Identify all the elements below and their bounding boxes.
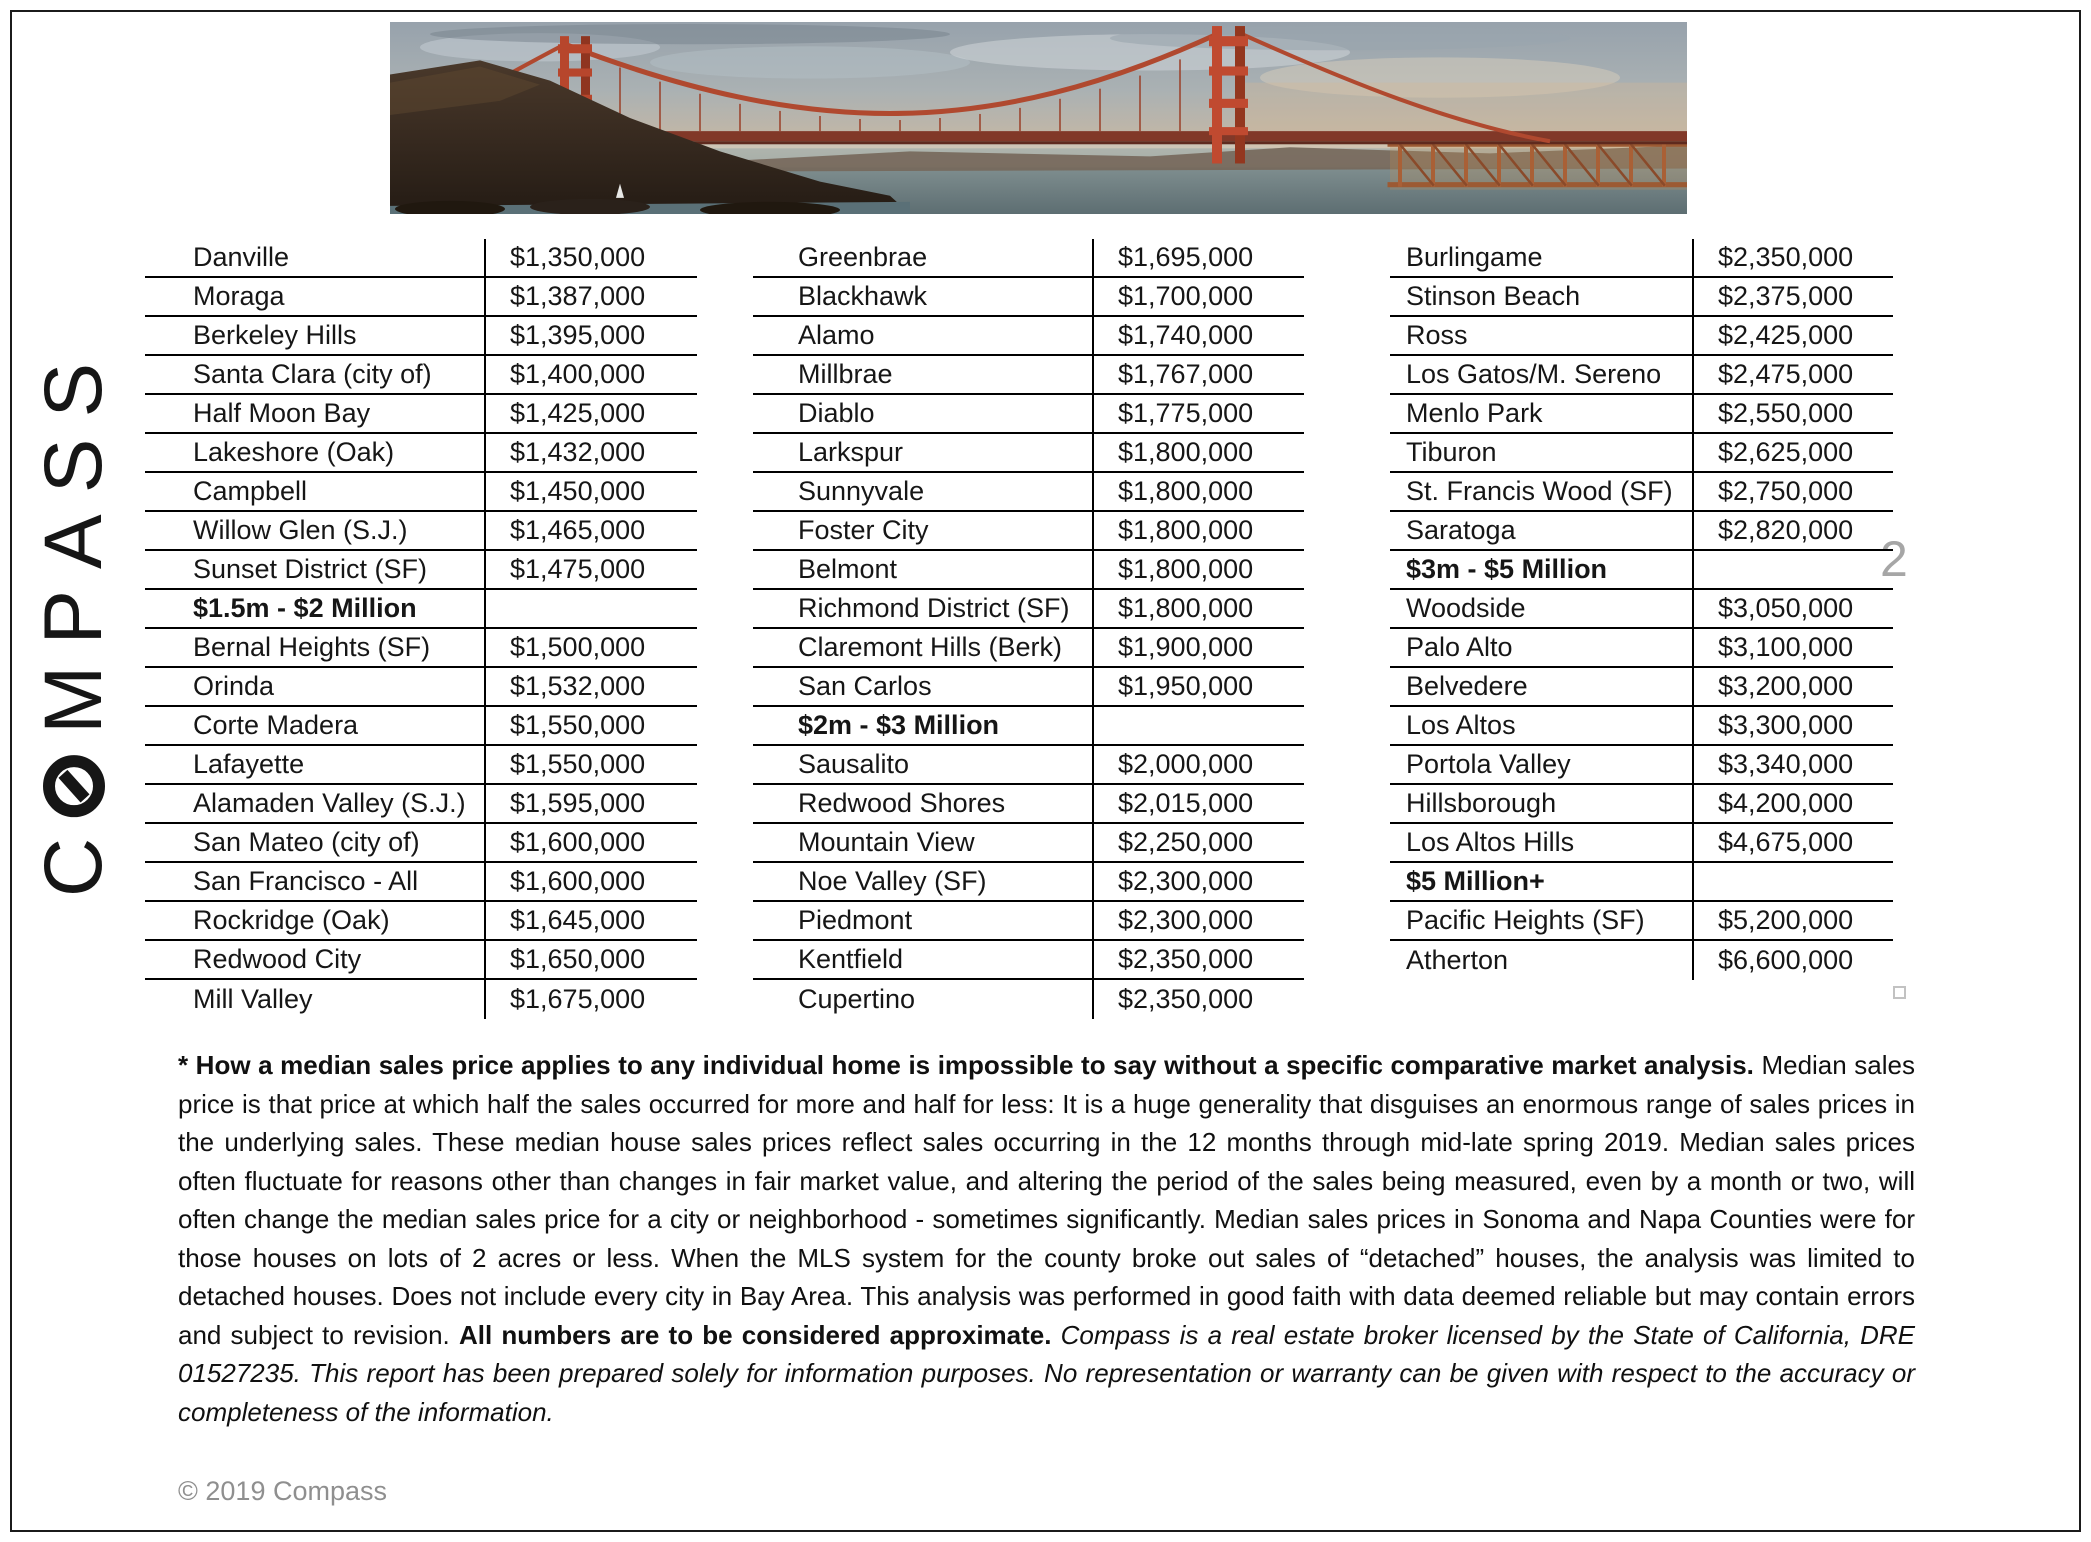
city-name: Diablo xyxy=(798,398,875,428)
table-row xyxy=(753,941,1304,980)
median-price: $1,800,000 xyxy=(1092,590,1304,627)
city-name: Mountain View xyxy=(798,827,975,857)
city-name: Greenbrae xyxy=(798,242,928,272)
logo-letter: M xyxy=(28,665,119,734)
median-price: $1,650,000 xyxy=(484,941,697,978)
table-row xyxy=(145,902,697,941)
city-name: Millbrae xyxy=(798,359,893,389)
city-name: Foster City xyxy=(798,515,929,545)
median-price: $3,340,000 xyxy=(1692,746,1893,783)
city-name: Ross xyxy=(1406,320,1468,350)
city-name: San Carlos xyxy=(798,671,932,701)
table-row xyxy=(145,941,697,980)
city-name: San Mateo (city of) xyxy=(193,827,420,857)
approach-truss xyxy=(1390,143,1687,189)
median-price: $1,425,000 xyxy=(484,395,697,432)
table-row xyxy=(145,863,697,902)
table-row xyxy=(753,434,1304,473)
compass-needle-o-icon xyxy=(43,755,105,817)
table-row xyxy=(145,824,697,863)
hero-bridge-photo xyxy=(390,22,1687,214)
median-price: $1,550,000 xyxy=(484,746,697,783)
city-name: Berkeley Hills xyxy=(193,320,357,350)
tier-header-label: $3m - $5 Million xyxy=(1406,554,1608,584)
median-price: $1,800,000 xyxy=(1092,473,1304,510)
disclaimer-segment-bold: All numbers are to be considered approximate. xyxy=(458,1319,1061,1350)
city-name: Belvedere xyxy=(1406,671,1528,701)
tier-header-row xyxy=(145,590,697,629)
median-price: $1,695,000 xyxy=(1092,239,1304,276)
table-row xyxy=(1390,902,1893,941)
city-name: Los Altos xyxy=(1406,710,1516,740)
median-price: $1,600,000 xyxy=(484,863,697,900)
city-name: Piedmont xyxy=(798,905,913,935)
table-row xyxy=(753,824,1304,863)
table-row xyxy=(1390,668,1893,707)
city-name: Willow Glen (S.J.) xyxy=(193,515,408,545)
table-row xyxy=(1390,629,1893,668)
table-row xyxy=(1390,278,1893,317)
city-name: Stinson Beach xyxy=(1406,281,1581,311)
table-row xyxy=(145,629,697,668)
city-name: Half Moon Bay xyxy=(193,398,371,428)
median-price: $1,532,000 xyxy=(484,668,697,705)
city-name: Burlingame xyxy=(1406,242,1543,272)
median-price: $2,300,000 xyxy=(1092,902,1304,939)
city-name: Corte Madera xyxy=(193,710,359,740)
copyright-footer: © 2019 Compass xyxy=(178,1476,387,1506)
median-price: $2,820,000 xyxy=(1692,512,1893,549)
table-row xyxy=(145,980,697,1019)
median-price: $1,595,000 xyxy=(484,785,697,822)
city-name: Kentfield xyxy=(798,944,904,974)
median-price: $1,600,000 xyxy=(484,824,697,861)
table-row xyxy=(753,473,1304,512)
table-row xyxy=(1390,824,1893,863)
table-row xyxy=(145,668,697,707)
median-price: $1,740,000 xyxy=(1092,317,1304,354)
city-name: Redwood City xyxy=(193,944,362,974)
table-row xyxy=(1390,785,1893,824)
city-name: St. Francis Wood (SF) xyxy=(1406,476,1673,506)
median-price: $2,425,000 xyxy=(1692,317,1893,354)
table-row xyxy=(145,551,697,590)
city-name: Palo Alto xyxy=(1406,632,1513,662)
disclaimer-paragraph xyxy=(178,1046,1915,1431)
table-row xyxy=(753,512,1304,551)
table-row xyxy=(753,551,1304,590)
disclaimer-segment-regular: Median sales price is that price at which half the sales occurred for more and half for less: It is a huge generality that disguises an enormous range of sales prices in the underlying sales. These median house sales prices reflect sales occurring in the 12 months through mid-late spring 2019. Median sales prices often fluctuate for reasons other than changes in fair market value, and altering the period of the sales being measured, even by a month or two, will often change the median sales price for a city or neighborhood - sometimes significantly. Median sales prices in Sonoma and Napa Counties were for those houses on lots of 2 acres or less. When the MLS system for the county broke out sales of “detached” houses, the analysis was limited to detached houses. Does not include every city in Bay Area. This analysis was performed in good faith with data deemed reliable but may contain errors and subject to revision. xyxy=(178,1050,1915,1350)
city-name: Cupertino xyxy=(798,984,916,1014)
city-name: Campbell xyxy=(193,476,308,506)
city-name: Menlo Park xyxy=(1406,398,1543,428)
logo-letter: S xyxy=(28,362,119,418)
median-price: $1,350,000 xyxy=(484,239,697,276)
median-price: $1,800,000 xyxy=(1092,434,1304,471)
logo-letter: S xyxy=(28,438,119,494)
price-column-3 xyxy=(1390,239,1893,980)
median-price: $3,300,000 xyxy=(1692,707,1893,744)
median-price: $2,300,000 xyxy=(1092,863,1304,900)
median-price: $2,475,000 xyxy=(1692,356,1893,393)
table-row xyxy=(753,239,1304,278)
table-row xyxy=(145,707,697,746)
disclaimer-segment-bold: * How a median sales price applies to any individual home is impossible to say without a specific comparative market analysis. xyxy=(178,1050,1762,1080)
median-price: $1,465,000 xyxy=(484,512,697,549)
table-row xyxy=(1390,317,1893,356)
compass-logo xyxy=(14,318,134,942)
table-row xyxy=(145,239,697,278)
table-row xyxy=(753,590,1304,629)
median-price: $2,350,000 xyxy=(1692,239,1893,276)
median-price: $1,387,000 xyxy=(484,278,697,315)
median-price: $1,645,000 xyxy=(484,902,697,939)
small-square-marker xyxy=(1893,986,1906,999)
city-name: Pacific Heights (SF) xyxy=(1406,905,1645,935)
city-name: Danville xyxy=(193,242,290,272)
median-price: $1,800,000 xyxy=(1092,551,1304,588)
table-row xyxy=(753,980,1304,1019)
table-row xyxy=(1390,473,1893,512)
city-name: Redwood Shores xyxy=(798,788,1006,818)
median-price: $1,500,000 xyxy=(484,629,697,666)
city-name: Richmond District (SF) xyxy=(798,593,1070,623)
logo-letter: C xyxy=(28,837,119,898)
city-name: Lakeshore (Oak) xyxy=(193,437,395,467)
median-price xyxy=(1092,707,1304,744)
city-name: Larkspur xyxy=(798,437,904,467)
median-price xyxy=(1692,551,1893,588)
median-price: $2,015,000 xyxy=(1092,785,1304,822)
city-name: Alamo xyxy=(798,320,875,350)
median-price: $4,200,000 xyxy=(1692,785,1893,822)
city-name: Blackhawk xyxy=(798,281,928,311)
table-row xyxy=(753,863,1304,902)
page-number: 2 xyxy=(1880,531,1908,587)
table-row xyxy=(145,473,697,512)
median-price: $2,000,000 xyxy=(1092,746,1304,783)
tier-header-row xyxy=(1390,551,1893,590)
table-row xyxy=(1390,356,1893,395)
city-name: Atherton xyxy=(1406,945,1509,975)
median-price: $1,400,000 xyxy=(484,356,697,393)
table-row xyxy=(145,512,697,551)
city-name: Tiburon xyxy=(1406,437,1497,467)
median-price: $2,350,000 xyxy=(1092,941,1304,978)
median-price: $6,600,000 xyxy=(1692,941,1893,980)
median-price: $1,395,000 xyxy=(484,317,697,354)
median-price: $4,675,000 xyxy=(1692,824,1893,861)
city-name: Alamaden Valley (S.J.) xyxy=(193,788,466,818)
city-name: Sausalito xyxy=(798,749,910,779)
table-row xyxy=(753,902,1304,941)
table-row xyxy=(753,629,1304,668)
city-name: Santa Clara (city of) xyxy=(193,359,432,389)
median-price: $3,200,000 xyxy=(1692,668,1893,705)
city-name: Mill Valley xyxy=(193,984,313,1014)
median-price: $5,200,000 xyxy=(1692,902,1893,939)
tier-header-row xyxy=(1390,863,1893,902)
tier-header-label: $1.5m - $2 Million xyxy=(193,593,417,623)
tier-header-label: $5 Million+ xyxy=(1406,866,1545,896)
table-row xyxy=(145,434,697,473)
table-row xyxy=(753,785,1304,824)
table-row xyxy=(145,785,697,824)
city-name: San Francisco - All xyxy=(193,866,419,896)
median-price: $3,050,000 xyxy=(1692,590,1893,627)
median-price: $1,550,000 xyxy=(484,707,697,744)
median-price: $1,900,000 xyxy=(1092,629,1304,666)
city-name: Belmont xyxy=(798,554,898,584)
median-price: $2,375,000 xyxy=(1692,278,1893,315)
tier-header-label: $2m - $3 Million xyxy=(798,710,1000,740)
median-price: $2,625,000 xyxy=(1692,434,1893,471)
table-row xyxy=(1390,941,1893,980)
city-name: Sunnyvale xyxy=(798,476,925,506)
table-row xyxy=(753,668,1304,707)
city-name: Hillsborough xyxy=(1406,788,1557,818)
table-row xyxy=(1390,707,1893,746)
city-name: Noe Valley (SF) xyxy=(798,866,987,896)
table-row xyxy=(1390,746,1893,785)
table-row xyxy=(753,278,1304,317)
city-name: Lafayette xyxy=(193,749,305,779)
tier-header-row xyxy=(753,707,1304,746)
price-column-2 xyxy=(753,239,1304,1019)
golden-gate-bridge-illustration xyxy=(390,22,1687,214)
table-row xyxy=(145,278,697,317)
median-price: $1,432,000 xyxy=(484,434,697,471)
table-row xyxy=(753,395,1304,434)
median-price: $1,950,000 xyxy=(1092,668,1304,705)
city-name: Woodside xyxy=(1406,593,1526,623)
median-price: $1,475,000 xyxy=(484,551,697,588)
city-name: Moraga xyxy=(193,281,285,311)
city-name: Saratoga xyxy=(1406,515,1516,545)
median-price: $2,350,000 xyxy=(1092,980,1304,1019)
city-name: Rockridge (Oak) xyxy=(193,905,390,935)
price-column-1 xyxy=(145,239,697,1019)
table-row xyxy=(1390,434,1893,473)
table-row xyxy=(145,395,697,434)
table-row xyxy=(753,356,1304,395)
compass-logo-word xyxy=(28,362,119,898)
table-row xyxy=(1390,590,1893,629)
disclaimer-segment-italic: Compass is a real estate broker licensed by the State of California, DRE 01527235. This report has been prepared solely for information purposes. No representation or warranty can be given with respect to the accuracy or completeness of the information. xyxy=(178,1319,1915,1427)
city-name: Los Gatos/M. Sereno xyxy=(1406,359,1662,389)
table-row xyxy=(1390,512,1893,551)
table-row xyxy=(145,746,697,785)
median-price: $1,675,000 xyxy=(484,980,697,1019)
city-name: Sunset District (SF) xyxy=(193,554,428,584)
median-price xyxy=(1692,863,1893,900)
logo-letter: P xyxy=(28,589,119,645)
table-row xyxy=(145,317,697,356)
city-name: Bernal Heights (SF) xyxy=(193,632,431,662)
city-name: Claremont Hills (Berk) xyxy=(798,632,1063,662)
city-name: Los Altos Hills xyxy=(1406,827,1575,857)
city-name: Orinda xyxy=(193,671,275,701)
median-price: $2,550,000 xyxy=(1692,395,1893,432)
median-price xyxy=(484,590,697,627)
table-row xyxy=(1390,395,1893,434)
median-price: $2,250,000 xyxy=(1092,824,1304,861)
median-price: $3,100,000 xyxy=(1692,629,1893,666)
median-price: $1,700,000 xyxy=(1092,278,1304,315)
table-row xyxy=(145,356,697,395)
median-price: $1,450,000 xyxy=(484,473,697,510)
median-price: $2,750,000 xyxy=(1692,473,1893,510)
table-row xyxy=(1390,239,1893,278)
city-name: Portola Valley xyxy=(1406,749,1571,779)
median-price: $1,800,000 xyxy=(1092,512,1304,549)
table-row xyxy=(753,317,1304,356)
table-row xyxy=(753,746,1304,785)
median-price: $1,775,000 xyxy=(1092,395,1304,432)
median-price: $1,767,000 xyxy=(1092,356,1304,393)
logo-letter: A xyxy=(28,514,119,569)
